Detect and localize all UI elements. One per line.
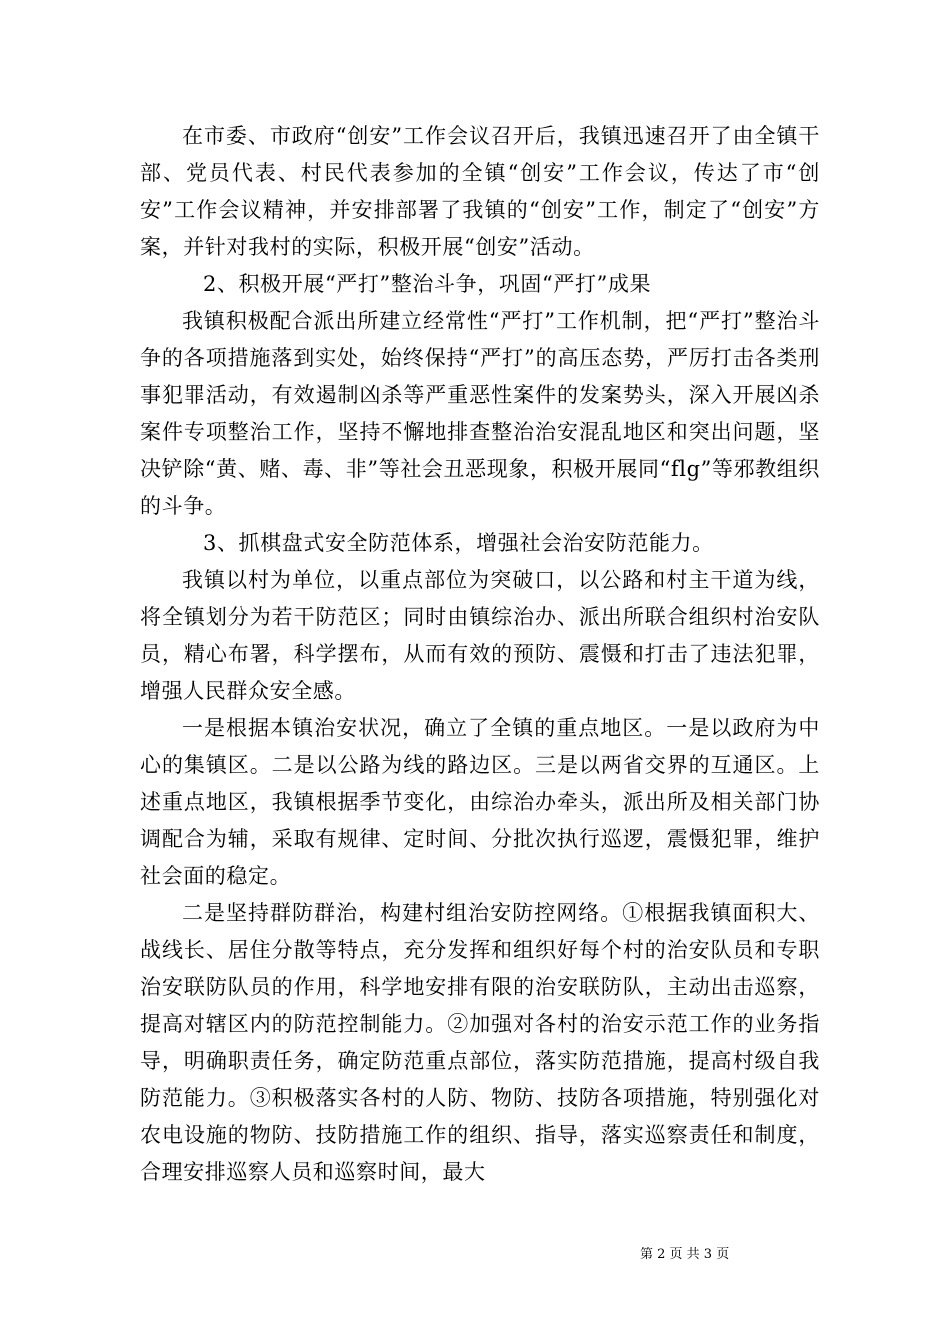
paragraph-strike-hard: 我镇积极配合派出所建立经常性“严打”工作机制，把“严打”整治斗争的各项措施落到实处，始终保持“严打”的高压态势，严厉打击各类刑事犯罪活动，有效遏制凶杀等严重恶性案件的发案势头，深入开展凶杀案件专项整治工作，坚持不懈地排查整治治安混乱地区和突出问题，坚决铲除“黄、赌、毒、非”等社会丑恶现象，积极开展同“flg”等邪教组织的斗争。	[140, 309, 820, 518]
paragraph-intro: 在市委、市政府“创安”工作会议召开后，我镇迅速召开了由全镇干部、党员代表、村民代表参加的全镇“创安”工作会议，传达了市“创安”工作会议精神，并安排部署了我镇的“创安”工作，制定了“创安”方案，并针对我村的实际，积极开展“创安”活动。	[140, 124, 820, 259]
body-text	[140, 118, 820, 1191]
paragraph-prevention-zones: 我镇以村为单位，以重点部位为突破口，以公路和村主干道为线，将全镇划分为若干防范区；同时由镇综治办、派出所联合组织村治安队员，精心布署，科学摆布，从而有效的预防、震慑和打击了违法犯罪，增强人民群众安全感。	[140, 568, 820, 703]
section-heading-3: 3、抓棋盘式安全防范体系，增强社会治安防范能力。	[203, 531, 714, 555]
page-number-footer: 第 2 页 共 3 页	[640, 1247, 730, 1262]
paragraph-key-areas: 一是根据本镇治安状况，确立了全镇的重点地区。一是以政府为中心的集镇区。二是以公路为线的路边区。三是以两省交界的互通区。上述重点地区，我镇根据季节变化，由综治办牵头，派出所及相关部门协调配合为辅，采取有规律、定时间、分批次执行巡逻，震慑犯罪，维护社会面的稳定。	[140, 716, 820, 888]
section-heading-2: 2、积极开展“严打”整治斗争，巩固“严打”成果	[203, 272, 652, 296]
paragraph-mass-prevention: 二是坚持群防群治，构建村组治安防控网络。①根据我镇面积大、战线长、居住分散等特点，充分发挥和组织好每个村的治安队员和专职治安联防队员的作用，科学地安排有限的治安联防队，主动出击巡察，提高对辖区内的防范控制能力。②加强对各村的治安示范工作的业务指导，明确职责任务，确定防范重点部位，落实防范措施，提高村级自我防范能力。③积极落实各村的人防、物防、技防各项措施，特别强化对农电设施的物防、技防措施工作的组织、指导，落实巡察责任和制度，合理安排巡察人员和巡察时间，最大	[140, 901, 820, 1184]
